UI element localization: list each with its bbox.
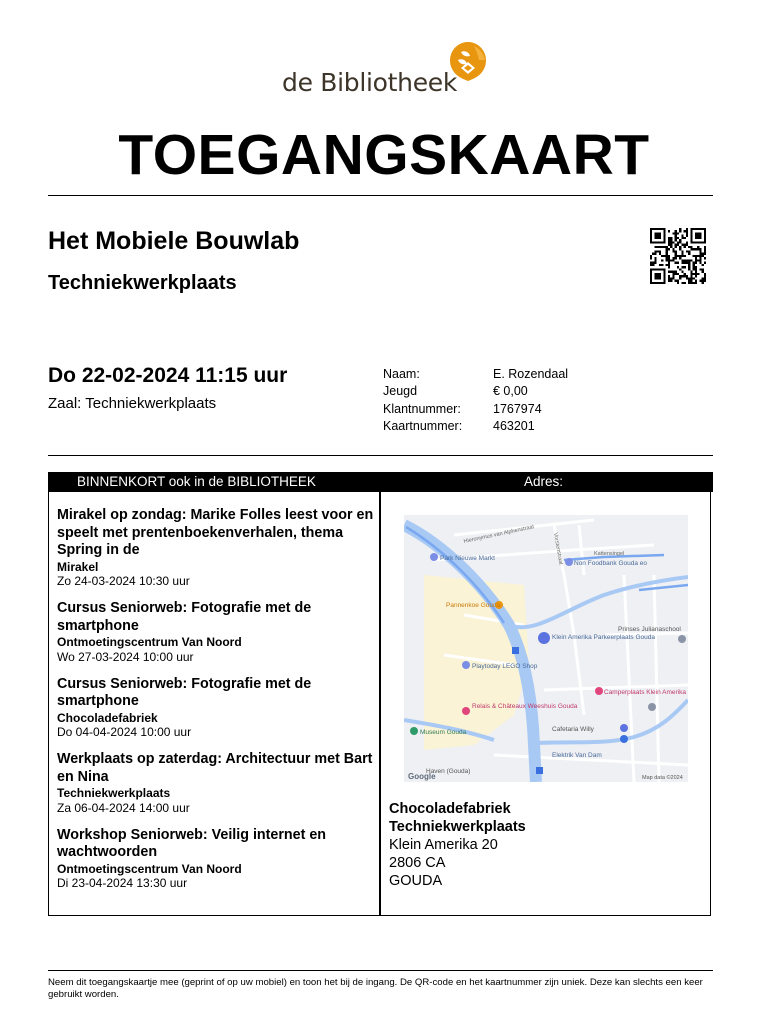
svg-text:Elektrik Van Dam: Elektrik Van Dam [552,752,602,759]
info-label: Naam: [383,367,420,381]
list-item [57,676,377,741]
map-pin-icon [430,553,438,561]
svg-text:Klein Amerika Parkeerplaats Go: Klein Amerika Parkeerplaats Gouda [552,634,655,641]
box-header [48,472,713,492]
map-pin-icon [648,703,656,711]
upcoming-list [57,507,377,902]
map-pin-icon [462,661,470,669]
svg-text:Camperplaats Klein Amerika: Camperplaats Klein Amerika [604,689,687,696]
item-location: Ontmoetingscentrum Van Noord [57,635,242,649]
ticket-info-row [383,419,568,436]
event-subtitle: Techniekwerkplaats [48,272,237,294]
address-block [389,800,526,890]
svg-text:Cafetaria Willy: Cafetaria Willy [552,726,594,733]
ticket-info-row [383,367,568,384]
footer-note: Neem dit toegangskaartje mee (geprint of op uw mobiel) en toon het bij de ingang. De QR-code en het kaartnummer zijn uniek. Deze kan slechts een keer gebruikt worden. [48,977,703,1000]
footer-divider [48,970,713,971]
svg-text:Pannenkoe Gouda: Pannenkoe Gouda [446,602,501,609]
map-copyright: Map data ©2024 [642,775,683,781]
info-label: Jeugd [383,384,418,399]
item-location: Ontmoetingscentrum Van Noord [57,861,242,876]
box-column-divider [379,492,381,916]
address-postal: 2806 CA [389,855,446,871]
google-logo: Google [408,772,436,781]
info-value: E. Rozendaal [493,367,569,381]
list-item [57,507,377,589]
item-location: Chocoladefabriek [57,710,158,725]
svg-text:Park Nieuwe Markt: Park Nieuwe Markt [440,555,495,562]
info-label: Kaartnummer: [383,418,463,433]
info-value: 1767974 [493,401,542,416]
item-title: Mirakel op zondag: Marike Folles leest voor en speelt met prentenboekenverhalen, thema Spring in de [57,507,374,558]
header-divider [48,195,713,196]
svg-text:Haven (Gouda): Haven (Gouda) [426,768,471,775]
svg-text:Hieronymus van Alphenstraat: Hieronymus van Alphenstraat [463,524,535,545]
svg-text:Kattensingel: Kattensingel [594,551,625,557]
qr-code [650,228,706,284]
svg-text:Playtoday LEGO Shop: Playtoday LEGO Shop [472,663,538,670]
bus-stop-icon [536,767,543,774]
upcoming-header: BINNENKORT ook in de BIBLIOTHEEK [77,474,316,489]
map-pin-icon [678,635,686,643]
item-location: Mirakel [57,559,99,574]
location-map[interactable] [404,515,688,782]
list-item [57,827,377,892]
map-pin-icon [462,707,470,715]
item-date: Do 04-04-2024 10:00 uur [57,725,192,739]
ticket-info [383,367,568,436]
ticket-info-row [383,384,568,401]
address-city: GOUDA [389,873,443,889]
item-title: Cursus Seniorweb: Fotografie met de smartphone [57,675,312,709]
page-title: TOEGANGSKAART [118,123,650,187]
bus-stop-icon [512,647,519,654]
map-pin-icon [620,735,628,743]
svg-text:Prinses Julianaschool: Prinses Julianaschool [618,626,681,633]
info-label: Klantnummer: [383,401,461,416]
item-date: Zo 24-03-2024 10:30 uur [57,574,190,588]
address-line2: Techniekwerkplaats [389,819,526,835]
event-room: Zaal: Techniekwerkplaats [48,395,217,412]
map-pin-icon [620,724,628,732]
item-date: Wo 27-03-2024 10:00 uur [57,649,194,664]
event-datetime: Do 22-02-2024 11:15 uur [48,364,288,387]
svg-text:Museum Gouda: Museum Gouda [420,729,467,736]
item-date: Za 06-04-2024 14:00 uur [57,800,190,815]
map-pin-icon [410,727,418,735]
item-title: Cursus Seniorweb: Fotografie met de smartphone [57,600,312,634]
list-item [57,600,377,665]
address-header: Adres: [524,474,564,489]
item-title: Workshop Seniorweb: Veilig internet en wachtwoorden [57,826,327,860]
address-line1: Chocoladefabriek [389,801,511,817]
bibliotheek-logo-icon [444,40,492,82]
address-street: Klein Amerika 20 [389,837,498,853]
map-pin-icon [595,687,603,695]
list-item [57,751,377,816]
parking-pin-icon [538,632,550,644]
info-value: € 0,00 [493,384,528,399]
svg-text:Non Foodbank Gouda eo: Non Foodbank Gouda eo [574,560,647,567]
item-title: Werkplaats op zaterdag: Architectuur met Bart en Nina [57,751,373,785]
logo-text: de Bibliotheek [282,68,458,97]
section-divider [48,455,713,456]
map-pin-icon [565,558,573,566]
event-title: Het Mobiele Bouwlab [48,227,300,255]
info-value: 463201 [493,418,535,433]
svg-text:Vorstenstraat: Vorstenstraat [552,532,564,566]
svg-text:Relais & Châteaux Weeshuis Gou: Relais & Châteaux Weeshuis Gouda [472,703,578,710]
item-date: Di 23-04-2024 13:30 uur [57,876,188,890]
item-location: Techniekwerkplaats [57,786,171,800]
ticket-info-row [383,402,568,419]
